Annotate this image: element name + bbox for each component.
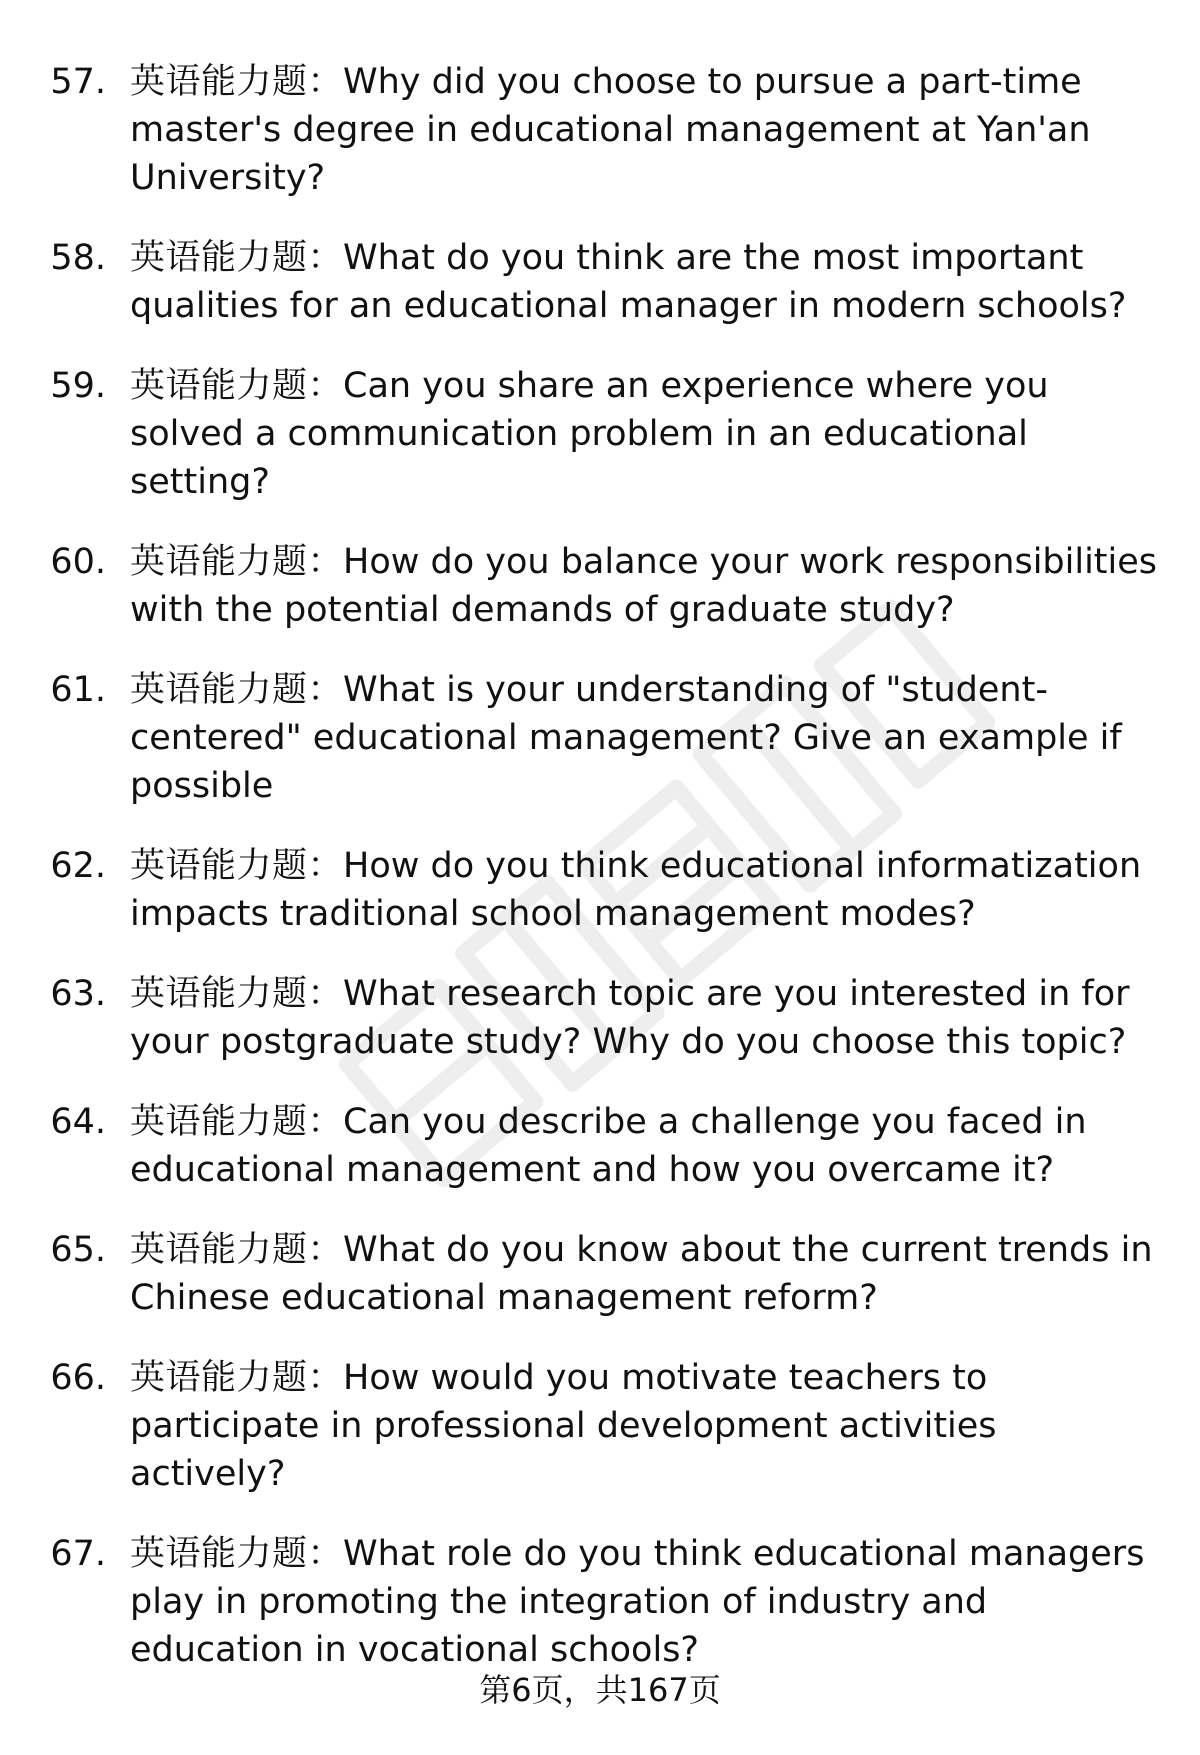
question-label: 英语能力题：	[130, 846, 344, 886]
question-label: 英语能力题：	[130, 542, 344, 582]
question-text-block	[130, 1226, 1160, 1322]
question-text-block	[130, 666, 1160, 810]
question-text-block	[130, 234, 1160, 330]
question-text: How would you motivate teachers to participate in professional development activities actively?	[130, 1358, 997, 1494]
question-text-block	[130, 842, 1160, 938]
question-number: 62.	[50, 846, 106, 886]
question-item-67	[0, 1530, 1200, 1674]
question-number: 65.	[50, 1230, 106, 1270]
question-number: 59.	[50, 366, 106, 406]
question-item-58	[0, 234, 1200, 330]
question-text-block	[130, 58, 1160, 202]
page-number-text: 第6页，共167页	[479, 1671, 721, 1709]
question-number: 57.	[50, 62, 106, 102]
question-text: What research topic are you interested in for your postgraduate study? Why do you choose this topic?	[130, 974, 1130, 1062]
question-label: 英语能力题：	[130, 1102, 344, 1142]
question-text: How do you balance your work responsibilities with the potential demands of graduate study?	[130, 542, 1158, 630]
question-item-66	[0, 1354, 1200, 1498]
question-text-block	[130, 538, 1160, 634]
question-text: Why did you choose to pursue a part-time master's degree in educational management at Yan'an University?	[130, 62, 1091, 198]
question-text-block	[130, 1098, 1160, 1194]
question-number: 60.	[50, 542, 106, 582]
question-label: 英语能力题：	[130, 974, 344, 1014]
question-item-60	[0, 538, 1200, 634]
question-text-block	[130, 970, 1160, 1066]
question-item-63	[0, 970, 1200, 1066]
question-label: 英语能力题：	[130, 366, 344, 406]
question-label: 英语能力题：	[130, 670, 344, 710]
question-text: How do you think educational informatization impacts traditional school management modes?	[130, 846, 1142, 934]
question-list	[0, 58, 1200, 1674]
question-label: 英语能力题：	[130, 238, 344, 278]
question-text: What do you know about the current trends in Chinese educational management reform?	[130, 1230, 1153, 1318]
question-text-block	[130, 1354, 1160, 1498]
question-item-65	[0, 1226, 1200, 1322]
page-footer	[0, 1670, 1200, 1710]
question-text-block	[130, 362, 1160, 506]
question-text: What do you think are the most important qualities for an educational manager in modern schools?	[130, 238, 1127, 326]
question-item-64	[0, 1098, 1200, 1194]
question-item-61	[0, 666, 1200, 810]
question-text: Can you describe a challenge you faced in educational management and how you overcame it?	[130, 1102, 1087, 1190]
question-text-block	[130, 1530, 1160, 1674]
question-item-59	[0, 362, 1200, 506]
question-number: 64.	[50, 1102, 106, 1142]
question-number: 61.	[50, 670, 106, 710]
question-text: What is your understanding of "student-centered" educational management? Give an example if possible	[130, 670, 1122, 806]
question-number: 67.	[50, 1534, 106, 1574]
question-number: 66.	[50, 1358, 106, 1398]
question-label: 英语能力题：	[130, 1230, 344, 1270]
question-item-62	[0, 842, 1200, 938]
question-label: 英语能力题：	[130, 1534, 344, 1574]
question-label: 英语能力题：	[130, 62, 344, 102]
question-text: What role do you think educational managers play in promoting the integration of industry and education in vocational schools?	[130, 1534, 1145, 1670]
question-item-57	[0, 58, 1200, 202]
question-number: 63.	[50, 974, 106, 1014]
question-text: Can you share an experience where you solved a communication problem in an educational setting?	[130, 366, 1049, 502]
question-number: 58.	[50, 238, 106, 278]
question-label: 英语能力题：	[130, 1358, 344, 1398]
